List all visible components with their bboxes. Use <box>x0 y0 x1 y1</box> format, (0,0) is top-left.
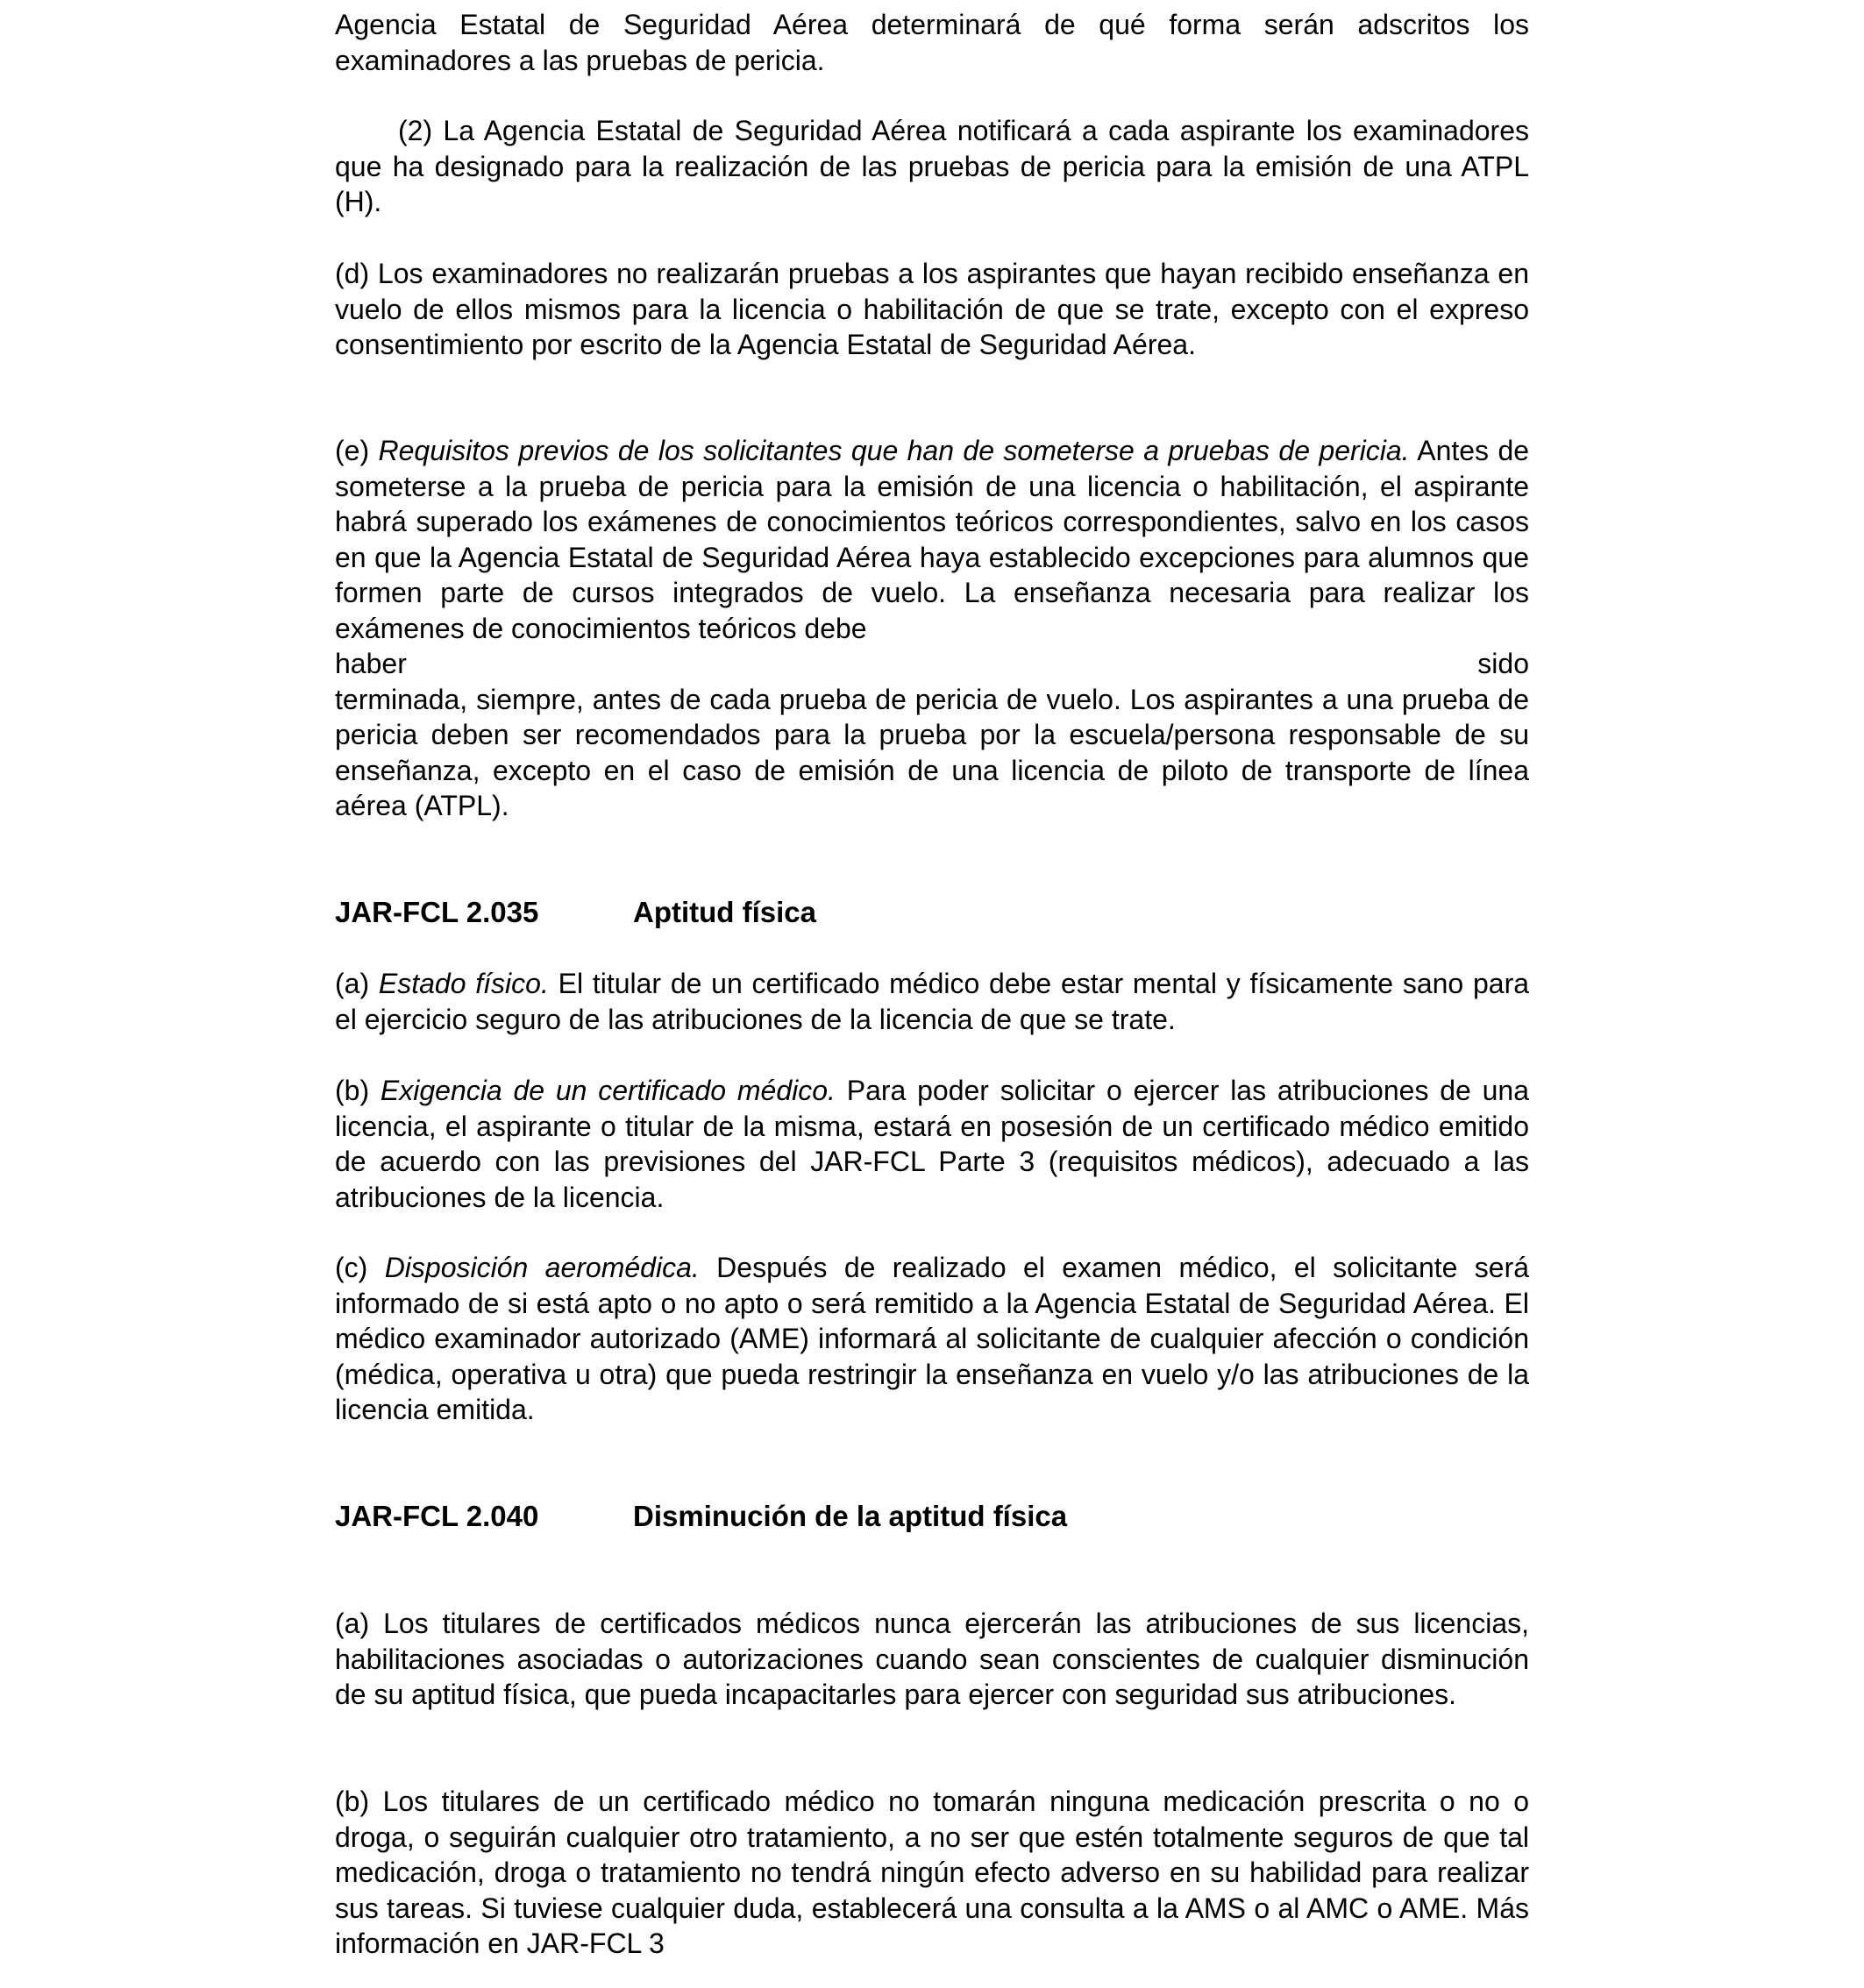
paragraph-c2 <box>335 113 1529 220</box>
section-heading-2-035 <box>335 895 816 930</box>
paragraph-e-title: Requisitos previos de los solicitantes que han de someterse a pruebas de pericia. <box>378 435 1410 466</box>
paragraph-text: Después de realizado el examen médico, el solicitante será informado de si está apto o no apto o será remitido a la Agencia Estatal de Seguridad Aérea. El médico examinador autorizado (AME) informará al solicitante de cualquier afección o condición (médica, operativa u otra) que pueda restringir la enseñanza en vuelo y/o las atribuciones de la licencia emitida. <box>335 1252 1530 1425</box>
paragraph-e-part1 <box>335 433 1529 646</box>
paragraph-marker: (a) <box>335 968 370 999</box>
section-title: Aptitud física <box>633 896 817 928</box>
paragraph-c2-text: (2) La Agencia Estatal de Seguridad Aérea notificará a cada aspirante los examinadores que ha designado para la realización de las pruebas de pericia para la emisión de una ATPL (H). <box>335 115 1529 217</box>
paragraph-title: Estado físico. <box>378 968 549 999</box>
paragraph-marker: (a) <box>335 1608 370 1639</box>
paragraph-040-a <box>335 1606 1529 1713</box>
paragraph-e-split-line <box>335 646 1529 682</box>
paragraph-e-text1: Antes de someterse a la prueba de pericia para la emisión de una licencia o habilitación, el aspirante habrá superado los exámenes de conocimientos teóricos correspondientes, salvo en los casos en que la Agencia Estatal de Seguridad Aérea haya establecido excepciones para alumnos que formen parte de cursos integrados de vuelo. La enseñanza necesaria para realizar los exámenes de conocimientos teóricos debe <box>335 435 1530 644</box>
paragraph-d-text: Los examinadores no realizarán pruebas a los aspirantes que hayan recibido enseñanza en vuelo de ellos mismos para la licencia o habilitación de que se trate, excepto con el expreso consentimiento por escrito de la Agencia Estatal de Seguridad Aérea. <box>335 258 1530 360</box>
paragraph-title: Disposición aeromédica. <box>384 1252 700 1283</box>
paragraph-text: Los titulares de certificados médicos nunca ejercerán las atribuciones de sus licencias, habilitaciones asociadas o autorizaciones cuando sean conscientes de cualquier disminución de su aptitud física, que pueda incapacitarles para ejercer con seguridad sus atribuciones. <box>335 1608 1530 1710</box>
paragraph-040-b <box>335 1784 1529 1962</box>
paragraph-marker: (b) <box>335 1786 370 1817</box>
paragraph-e-marker: (e) <box>335 435 370 466</box>
paragraph-e-text2: terminada, siempre, antes de cada prueba de pericia de vuelo. Los aspirantes a una prueba de pericia deben ser recomendados para la prueba por la escuela/persona responsable de su enseñanza, excepto en el caso de emisión de una licencia de piloto de transporte de línea aérea (ATPL). <box>335 683 1529 821</box>
paragraph-035-c <box>335 1250 1529 1428</box>
section-code: JAR-FCL 2.035 <box>335 896 539 928</box>
paragraph-035-a <box>335 966 1529 1037</box>
paragraph-marker: (b) <box>335 1075 370 1106</box>
paragraph-d <box>335 256 1529 363</box>
paragraph-d-marker: (d) <box>335 258 370 289</box>
paragraph-e-part2 <box>335 682 1529 824</box>
section-heading-2-040 <box>335 1499 1067 1534</box>
paragraph-text: Para poder solicitar o ejercer las atribuciones de una licencia, el aspirante o titular de la misma, estará en posesión de un certificado médico emitido de acuerdo con las previsiones del JAR-FCL Parte 3 (requisitos médicos), adecuado a las atribuciones de la licencia. <box>335 1075 1530 1213</box>
paragraph-e <box>335 433 1529 824</box>
paragraph-035-b <box>335 1073 1529 1215</box>
paragraph-e-split-left: haber <box>335 648 407 679</box>
section-code: JAR-FCL 2.040 <box>335 1500 539 1532</box>
paragraph-top <box>335 7 1529 78</box>
paragraph-title: Exigencia de un certificado médico. <box>380 1075 836 1106</box>
paragraph-top-text: Agencia Estatal de Seguridad Aérea determinará de qué forma serán adscritos los examinadores a las pruebas de pericia. <box>335 9 1529 76</box>
section-title: Disminución de la aptitud física <box>633 1500 1068 1532</box>
paragraph-marker: (c) <box>335 1252 368 1283</box>
paragraph-text: El titular de un certificado médico debe estar mental y físicamente sano para el ejercicio seguro de las atribuciones de la licencia de que se trate. <box>335 968 1530 1035</box>
paragraph-text: Los titulares de un certificado médico no tomarán ninguna medicación prescrita o no o droga, o seguirán cualquier otro tratamiento, a no ser que estén totalmente seguros de que tal medicación, droga o tratamiento no tendrá ningún efecto adverso en su habilidad para realizar sus tareas. Si tuviese cualquier duda, establecerá una consulta a la AMS o al AMC o AME. Más información en JAR-FCL 3 <box>335 1786 1530 1959</box>
paragraph-e-split-right: sido <box>1477 648 1529 679</box>
